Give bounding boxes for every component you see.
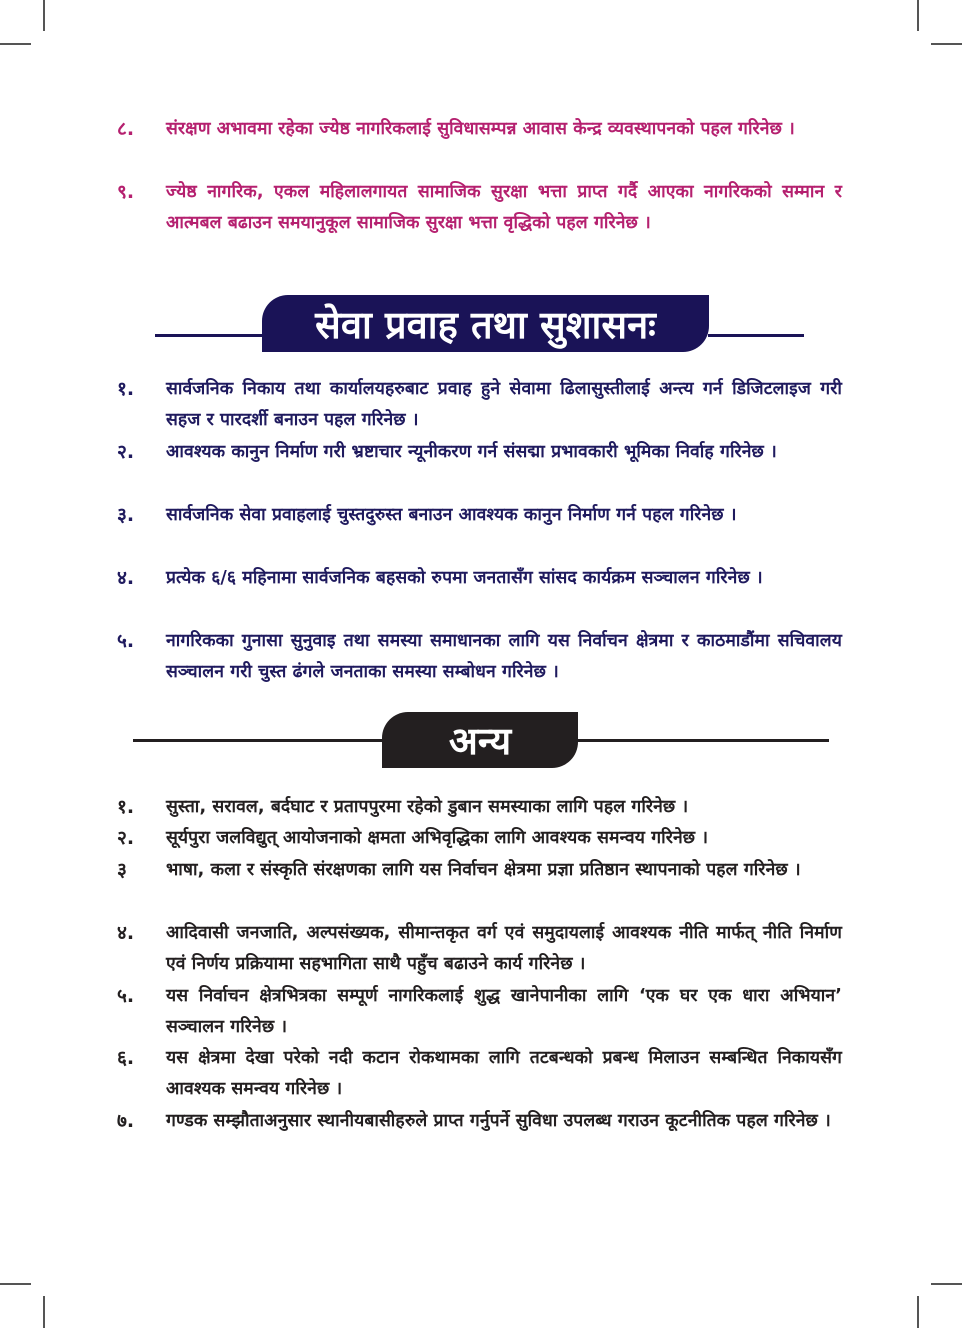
item-text: प्रत्येक ६/६ महिनामा सार्वजनिक बहसको रुपमा जनतासँग सांसद कार्यक्रम सञ्चालन गरिनेछ । (166, 568, 763, 588)
item-number: २. (117, 441, 135, 463)
item-text: आवश्यक कानुन निर्माण गरी भ्रष्टाचार न्यूनीकरण गर्न संसद्मा प्रभावकारी भूमिका निर्वाह गरिनेछ । (166, 442, 777, 462)
item-number: ४. (117, 922, 135, 944)
heading-rule-right (577, 739, 829, 742)
item-text: सूर्यपुरा जलविद्युत् आयोजनाको क्षमता अभिवृद्धिका लागि आवश्यक समन्वय गरिनेछ । (166, 828, 709, 848)
item-text: संरक्षण अभावमा रहेका ज्येष्ठ नागरिकलाई सुविधासम्पन्न आवास केन्द्र व्यवस्थापनको पहल गरिनेछ । (166, 119, 795, 139)
item-text: नागरिकका गुनासा सुनुवाइ तथा समस्या समाधानका लागि यस निर्वाचन क्षेत्रमा र काठमाडौंमा सचिवालय सञ्चालन गरी चुस्त ढंगले जनताका समस्या सम्बोधन गरिनेछ । (166, 631, 842, 682)
item-number: ४. (117, 567, 135, 589)
item-text: ज्येष्ठ नागरिक, एकल महिलालगायत सामाजिक सुरक्षा भत्ता प्राप्त गर्दै आएका नागरिकको सम्मान र आत्मबल बढाउन समयानुकूल सामाजिक सुरक्षा भत्ता वृद्धिको पहल गरिनेछ । (166, 182, 842, 233)
item-text: सार्वजनिक सेवा प्रवाहलाई चुस्तदुरुस्त बनाउन आवश्यक कानुन निर्माण गर्न पहल गरिनेछ । (166, 505, 737, 525)
crop-mark-top-left-horizontal (0, 43, 31, 45)
crop-mark-bottom-right-horizontal (931, 1283, 962, 1285)
heading-rule-left (133, 739, 383, 742)
item-text: गण्डक सम्झौताअनुसार स्थानीयबासीहरुले प्राप्त गर्नुपर्ने सुविधा उपलब्ध गराउन कूटनीतिक पहल गरिनेछ । (166, 1111, 831, 1131)
crop-mark-bottom-left-horizontal (0, 1283, 31, 1285)
heading-rule-left (155, 334, 265, 337)
item-text: सार्वजनिक निकाय तथा कार्यालयहरुबाट प्रवाह हुने सेवामा ढिलासुस्तीलाई अन्त्य गर्न डिजिटलाइज गरी सहज र पारदर्शी बनाउन पहल गरिनेछ । (166, 379, 842, 430)
item-number: ९. (117, 181, 135, 203)
crop-mark-top-left-vertical (43, 0, 45, 31)
item-number: ६. (117, 1047, 135, 1069)
item-text: यस निर्वाचन क्षेत्रभित्रका सम्पूर्ण नागरिकलाई शुद्ध खानेपानीका लागि ‘एक घर एक धारा अभियान’ सञ्चालन गरिनेछ । (166, 986, 842, 1037)
item-number: १. (117, 378, 135, 400)
item-number: ५. (117, 985, 135, 1007)
item-number: ३ (117, 859, 127, 881)
crop-mark-top-right-horizontal (931, 43, 962, 45)
item-number: ३. (117, 504, 135, 526)
item-text: भाषा, कला र संस्कृति संरक्षणका लागि यस निर्वाचन क्षेत्रमा प्रज्ञा प्रतिष्ठान स्थापनाको पहल गरिनेछ । (166, 860, 801, 880)
item-number: ७. (117, 1110, 135, 1132)
crop-mark-bottom-left-vertical (43, 1296, 45, 1328)
item-text: यस क्षेत्रमा देखा परेको नदी कटान रोकथामका लागि तटबन्धको प्रबन्ध मिलाउन सम्बन्धित निकायसँग आवश्यक समन्वय गरिनेछ । (166, 1048, 842, 1099)
item-text: सुस्ता, सरावल, बर्दघाट र प्रतापपुरमा रहेको डुबान समस्याका लागि पहल गरिनेछ । (166, 797, 689, 817)
heading-title: सेवा प्रवाह तथा सुशासनः (262, 295, 709, 352)
item-number: १. (117, 796, 135, 818)
item-number: ८. (117, 118, 135, 140)
item-number: २. (117, 827, 135, 849)
heading-rule-right (708, 334, 804, 337)
item-number: ५. (117, 630, 135, 652)
heading-title: अन्य (382, 712, 578, 768)
item-text: आदिवासी जनजाति, अल्पसंख्यक, सीमान्तकृत वर्ग एवं समुदायलाई आवश्यक नीति मार्फत् नीति निर्माण एवं निर्णय प्रक्रियामा सहभागिता साथै पहुँच बढाउने कार्य गरिनेछ । (166, 923, 842, 974)
crop-mark-top-right-vertical (917, 0, 919, 31)
crop-mark-bottom-right-vertical (917, 1296, 919, 1328)
